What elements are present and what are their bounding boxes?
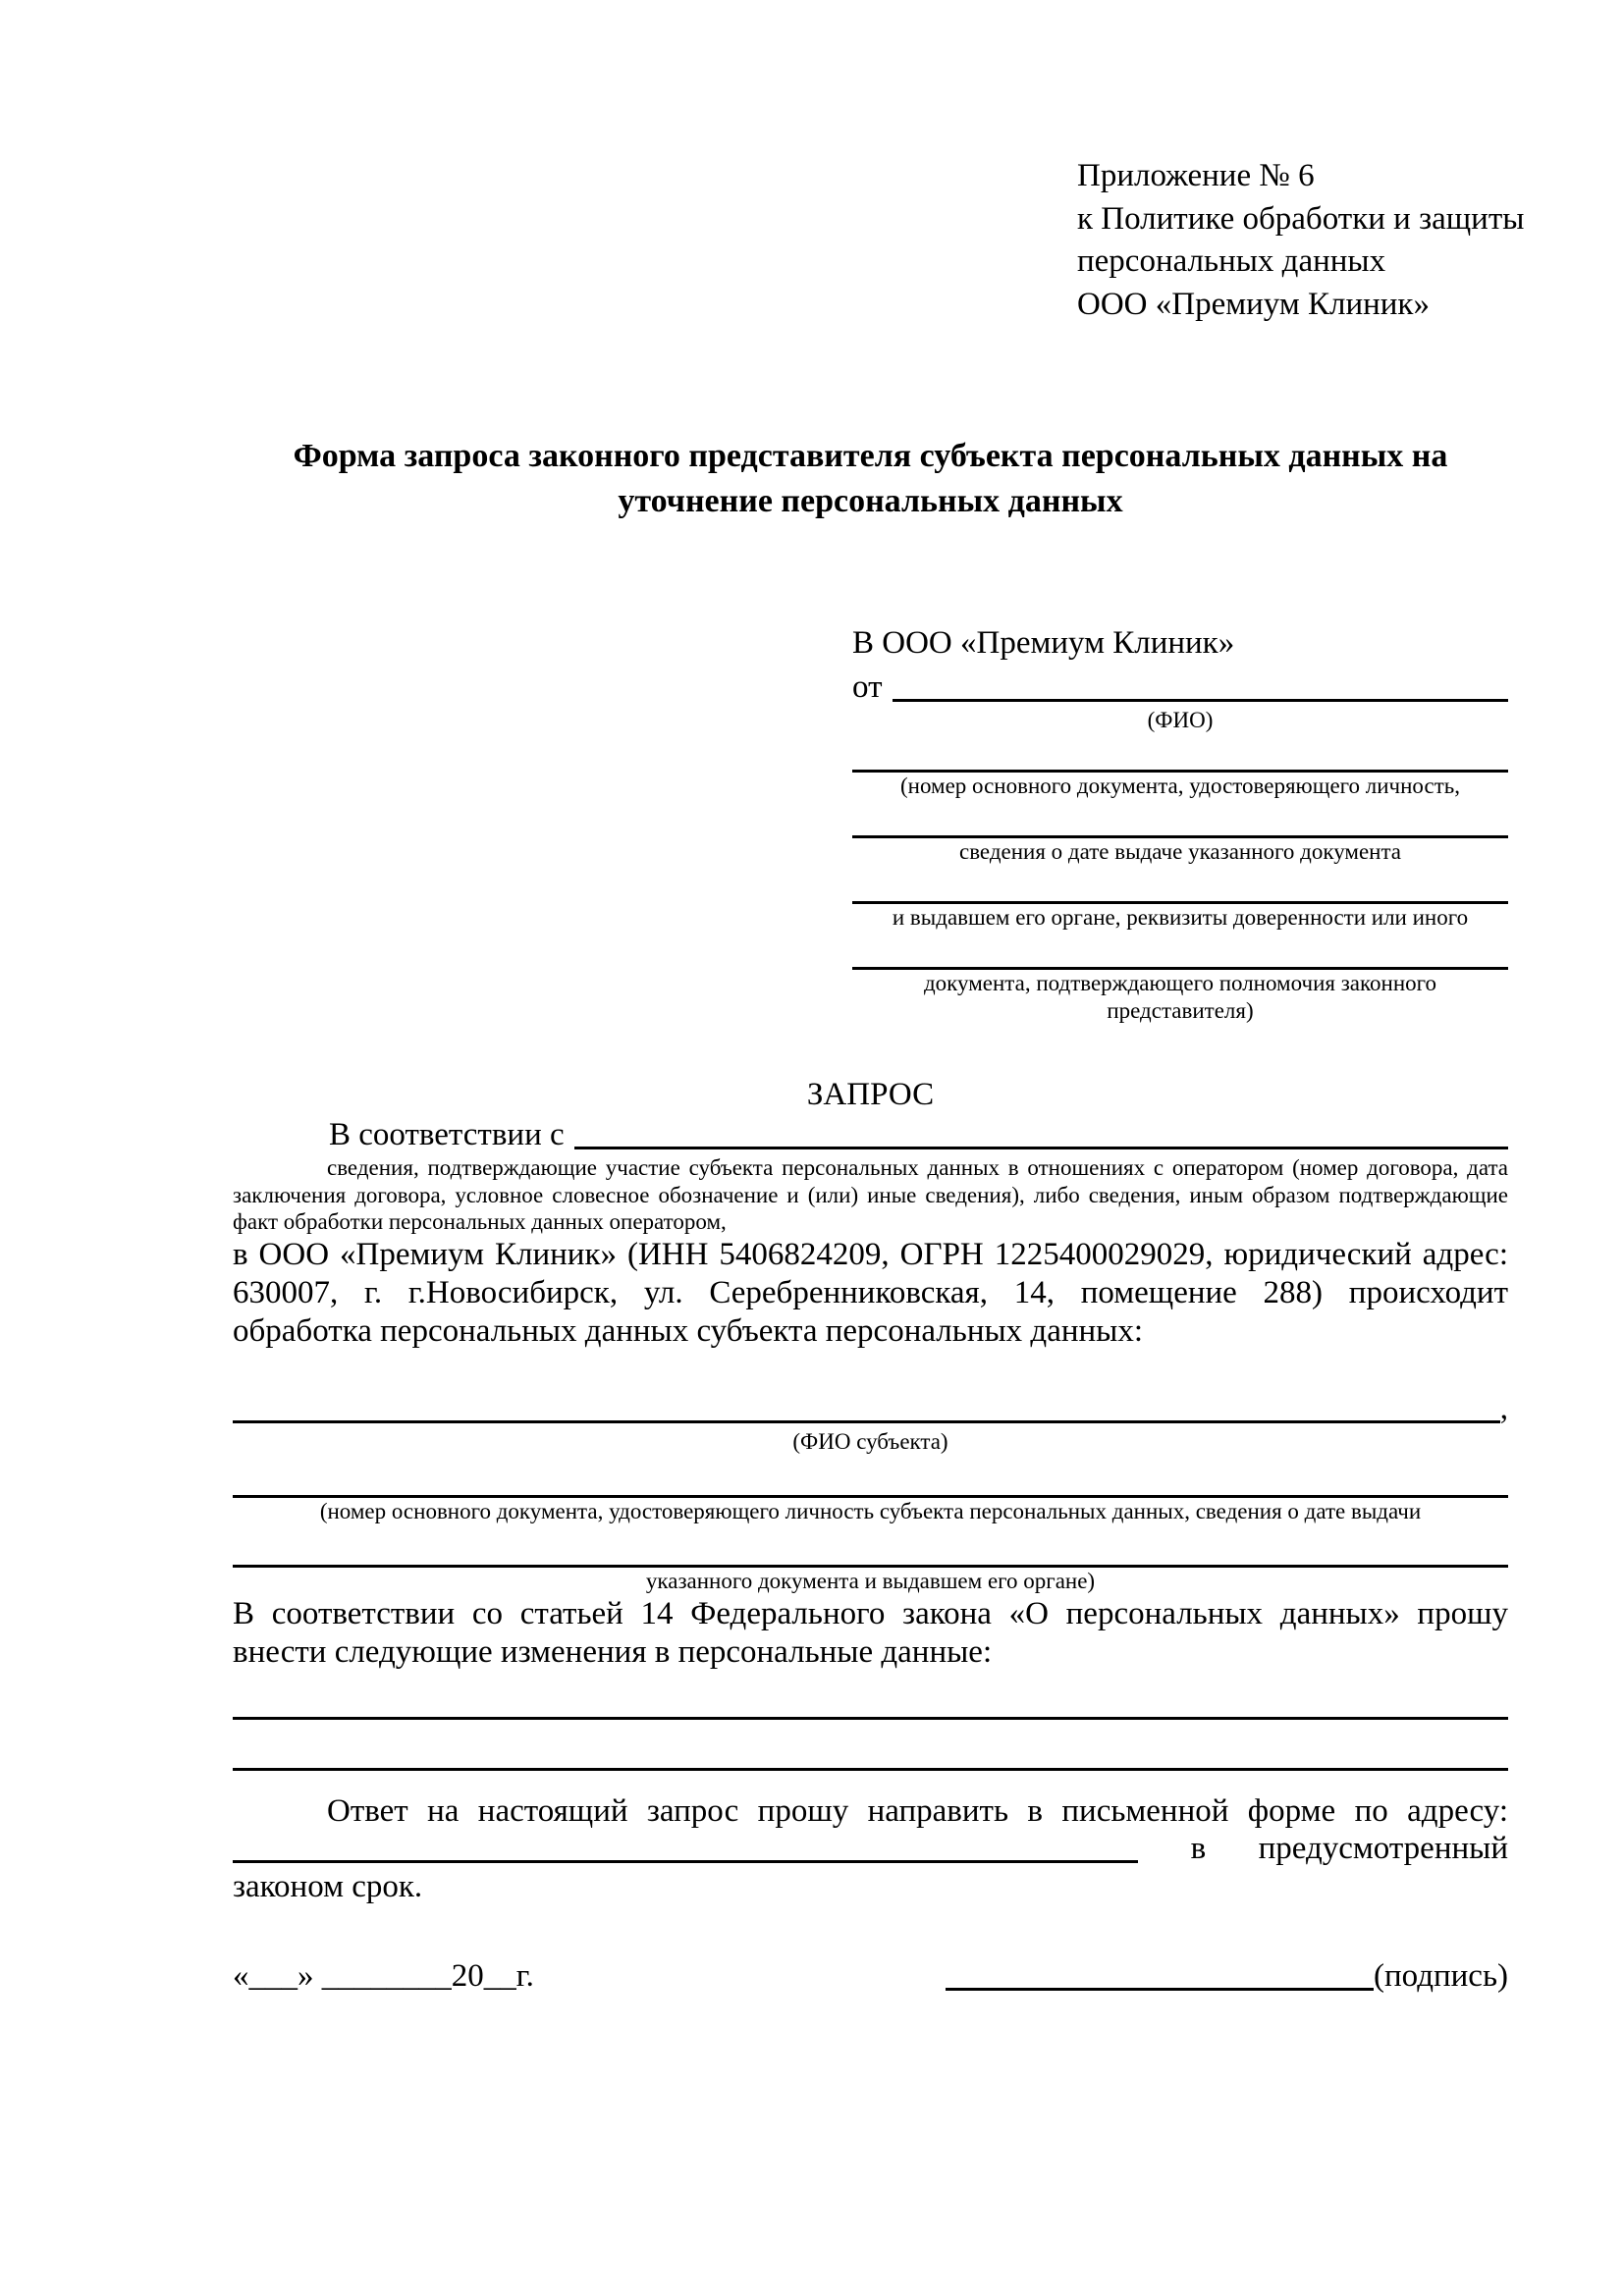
caption-doc-4: документа, подтверждающего полномочия законного представителя)	[923, 971, 1436, 1024]
accordance-blank-line	[574, 1116, 1508, 1149]
fio-blank-line	[893, 668, 1509, 702]
caption-subject-fio: (ФИО субъекта)	[792, 1428, 948, 1454]
operator-paragraph: в ООО «Премиум Клиник» (ИНН 5406824209, ОГРН 1225400029029, юридический адрес: 630007, г. г.Новосибирск, ул. Серебренниковская, 14, помещение 288) происходит обработка персональных данных субъекта персональных данных:	[233, 1236, 1508, 1349]
addressee-to-line: В ООО «Премиум Клиник»	[852, 624, 1235, 661]
answer-intro: Ответ на настоящий запрос прошу направить в письменной форме по адресу:	[327, 1792, 1508, 1829]
doc-blank-line-2	[852, 800, 1508, 838]
caption-doc-2: сведения о дате выдаче указанного документа	[958, 838, 1402, 864]
subject-fio-row	[233, 1390, 1508, 1428]
from-label: от	[852, 668, 883, 705]
form-title: Форма запроса законного представителя субъекта персональных данных на уточнение персональных данных	[293, 438, 1448, 520]
appendix-line-3: персональных данных	[1077, 243, 1386, 280]
accordance-row	[233, 1116, 1508, 1154]
caption-subject-doc-1: (номер основного документа, удостоверяющего личность субъекта персональных данных, сведения о дате выдачи	[319, 1498, 1422, 1523]
accordance-label: В соответствии с	[329, 1117, 565, 1153]
doc-blank-line-3	[852, 866, 1508, 904]
caption-doc-3: и выдавшем его органе, реквизиты доверенности или иного	[892, 904, 1469, 930]
answer-tail: законом срок.	[233, 1869, 423, 1905]
changes-blank-line-1	[233, 1672, 1508, 1720]
appendix-line-1: Приложение № 6	[1077, 158, 1315, 193]
doc-blank-line-1	[852, 734, 1508, 773]
appendix-line-4: ООО «Премиум Клиник»	[1077, 286, 1430, 322]
trailing-comma: ,	[1499, 1390, 1508, 1426]
caption-doc-1: (номер основного документа, удостоверяющего личность,	[899, 773, 1460, 798]
article-paragraph: В соответствии со статьей 14 Федерального закона «О персональных данных» прошу внести следующие изменения в персональные данные:	[233, 1595, 1508, 1670]
signature-caption: (подпись)	[1374, 1958, 1508, 1995]
date-blank: «___» ________20__г.	[233, 1958, 534, 1995]
answer-word-predusmotrenny: предусмотренный	[1258, 1831, 1508, 1867]
answer-address-row	[233, 1830, 1508, 1868]
address-blank-line	[233, 1860, 1138, 1863]
signature-blank-line	[946, 1988, 1374, 1991]
appendix-header	[1077, 155, 1525, 326]
changes-blank-line-2	[233, 1720, 1508, 1771]
appendix-line-2: к Политике обработки и защиты	[1077, 200, 1525, 237]
caption-fio: (ФИО)	[1147, 707, 1214, 732]
footer-row	[233, 1957, 1508, 1996]
accordance-note: сведения, подтверждающие участие субъекта персональных данных в отношениях с оператором (номер договора, дата заключения договора, условное словесное обозначение и (или) иные сведения), либо сведения, иным образом подтверждающие факт обработки персональных данных оператором,	[233, 1155, 1508, 1235]
subject-fio-blank-line	[233, 1420, 1500, 1423]
subject-doc-blank-line-1	[233, 1456, 1508, 1498]
addressee-block	[852, 624, 1508, 1025]
request-heading: ЗАПРОС	[806, 1077, 935, 1113]
answer-word-v: в	[1190, 1831, 1207, 1867]
subject-doc-blank-line-2	[233, 1525, 1508, 1568]
caption-subject-doc-2: указанного документа и выдавшем его органе)	[645, 1568, 1096, 1593]
addressee-from-row	[852, 668, 1508, 707]
doc-blank-line-4	[852, 932, 1508, 970]
